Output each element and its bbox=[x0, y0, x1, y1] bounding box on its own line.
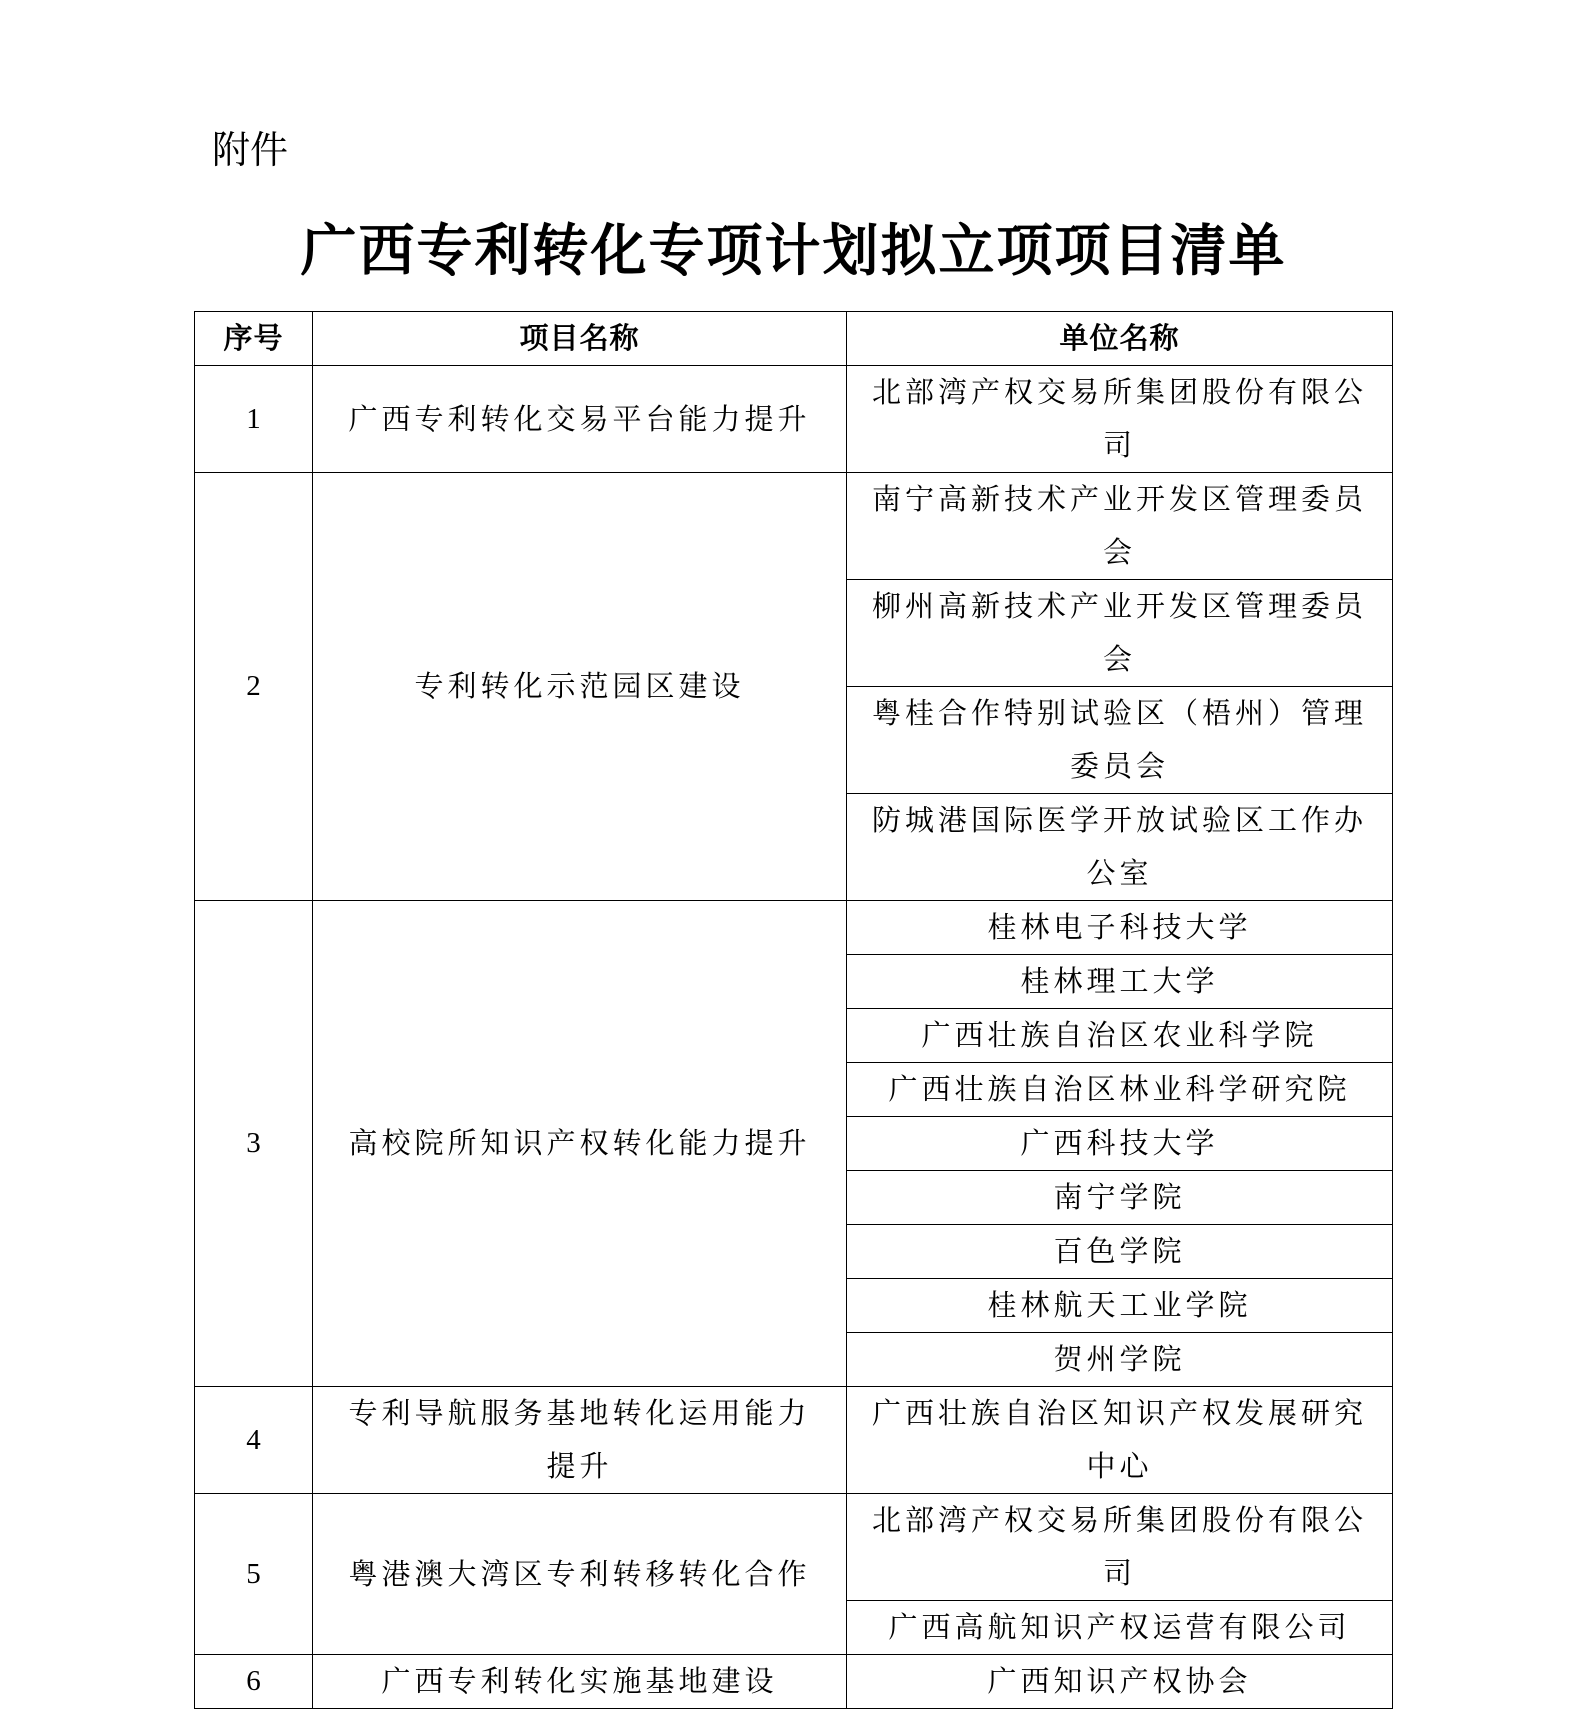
unit-name-cell: 广西壮族自治区农业科学院 bbox=[847, 1009, 1393, 1063]
seq-cell: 1 bbox=[195, 366, 313, 473]
project-name-cell: 广西专利转化交易平台能力提升 bbox=[313, 366, 847, 473]
document-title: 广西专利转化专项计划拟立项项目清单 bbox=[300, 219, 1287, 284]
seq-cell: 6 bbox=[195, 1655, 313, 1709]
table-row bbox=[195, 1655, 1393, 1709]
attachment-label: 附件 bbox=[212, 128, 289, 172]
unit-name-cell: 广西科技大学 bbox=[847, 1117, 1393, 1171]
table-row bbox=[195, 901, 1393, 955]
unit-name-cell: 广西知识产权协会 bbox=[847, 1655, 1393, 1709]
seq-cell: 5 bbox=[195, 1494, 313, 1655]
table-row bbox=[195, 473, 1393, 580]
table-row bbox=[195, 1494, 1393, 1601]
unit-name-cell: 桂林电子科技大学 bbox=[847, 901, 1393, 955]
project-list-table bbox=[194, 311, 1393, 1709]
table-row bbox=[195, 1387, 1393, 1494]
header-seq: 序号 bbox=[195, 312, 313, 366]
unit-name-cell: 桂林航天工业学院 bbox=[847, 1279, 1393, 1333]
unit-name-cell: 广西壮族自治区知识产权发展研究中心 bbox=[847, 1387, 1393, 1494]
project-name-cell: 专利转化示范园区建设 bbox=[313, 473, 847, 901]
unit-name-cell: 南宁学院 bbox=[847, 1171, 1393, 1225]
seq-cell: 4 bbox=[195, 1387, 313, 1494]
header-unit-name: 单位名称 bbox=[847, 312, 1393, 366]
table-header-row bbox=[195, 312, 1393, 366]
unit-name-cell: 南宁高新技术产业开发区管理委员会 bbox=[847, 473, 1393, 580]
unit-name-cell: 粤桂合作特别试验区（梧州）管理委员会 bbox=[847, 687, 1393, 794]
unit-name-cell: 贺州学院 bbox=[847, 1333, 1393, 1387]
unit-name-cell: 北部湾产权交易所集团股份有限公司 bbox=[847, 366, 1393, 473]
unit-name-cell: 防城港国际医学开放试验区工作办公室 bbox=[847, 794, 1393, 901]
seq-cell: 3 bbox=[195, 901, 313, 1387]
unit-name-cell: 北部湾产权交易所集团股份有限公司 bbox=[847, 1494, 1393, 1601]
seq-cell: 2 bbox=[195, 473, 313, 901]
unit-name-cell: 百色学院 bbox=[847, 1225, 1393, 1279]
unit-name-cell: 广西壮族自治区林业科学研究院 bbox=[847, 1063, 1393, 1117]
project-name-cell: 粤港澳大湾区专利转移转化合作 bbox=[313, 1494, 847, 1655]
project-name-cell: 广西专利转化实施基地建设 bbox=[313, 1655, 847, 1709]
unit-name-cell: 柳州高新技术产业开发区管理委员会 bbox=[847, 580, 1393, 687]
project-name-cell: 专利导航服务基地转化运用能力提升 bbox=[313, 1387, 847, 1494]
table-row bbox=[195, 366, 1393, 473]
header-project-name: 项目名称 bbox=[313, 312, 847, 366]
project-name-cell: 高校院所知识产权转化能力提升 bbox=[313, 901, 847, 1387]
unit-name-cell: 广西高航知识产权运营有限公司 bbox=[847, 1601, 1393, 1655]
unit-name-cell: 桂林理工大学 bbox=[847, 955, 1393, 1009]
